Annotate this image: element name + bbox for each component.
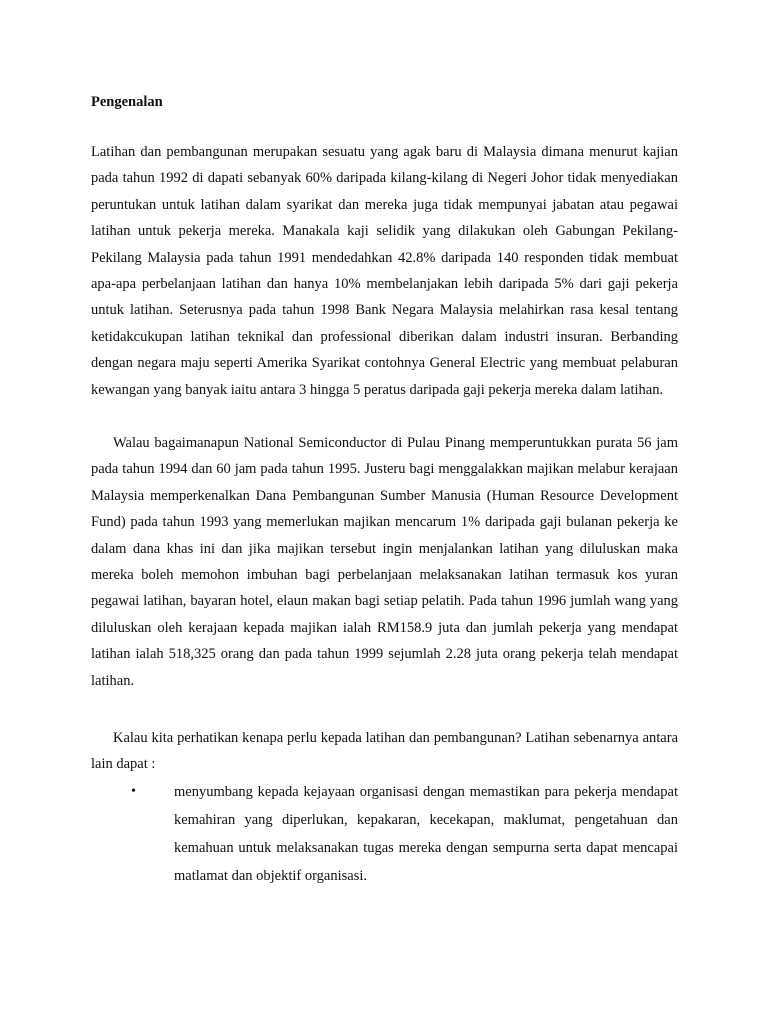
bullet-icon: • (131, 784, 136, 799)
paragraph-2: Walau bagaimanapun National Semiconductor di Pulau Pinang memperuntukkan purata 56 jam pada tahun 1994 dan 60 jam pada tahun 1995. Justeru bagi menggalakkan majikan melabur kerajaan Malaysia memperkenalkan Dana Pembangunan Sumber Manusia (Human Resource Development Fund) pada tahun 1993 yang memerlukan majikan mencarum 1% daripada gaji bulanan pekerja ke dalam dana khas ini dan jika majikan tersebut ingin menjalankan latihan yang diluluskan maka mereka boleh memohon imbuhan bagi perbelanjaan melaksanakan latihan termasuk kos yuran pegawai latihan, bayaran hotel, elaun makan bagi setiap pelatih. Pada tahun 1996 jumlah wang yang diluluskan oleh kerajaan kepada majikan ialah RM158.9 juta dan jumlah pekerja yang mendapat latihan ialah 518,325 orang dan pada tahun 1999 sejumlah 2.28 juta orang pekerja telah mendapat latihan. (91, 435, 678, 689)
paragraph-1: Latihan dan pembangunan merupakan sesuatu yang agak baru di Malaysia dimana menurut kajian pada tahun 1992 di dapati sebanyak 60% daripada kilang-kilang di Negeri Johor tidak menyediakan peruntukan untuk latihan dalam syarikat dan mereka juga tidak mempunyai jabatan atau pegawai latihan untuk pekerja mereka. Manakala kaji selidik yang dilakukan oleh Gabungan Pekilang-Pekilang Malaysia pada tahun 1991 mendedahkan 42.8% daripada 140 responden tidak membuat apa-apa perbelanjaan latihan dan hanya 10% membelanjakan lebih daripada 5% dari gaji pekerja untuk latihan. Seterusnya pada tahun 1998 Bank Negara Malaysia melahirkan rasa kesal tentang ketidakcukupan latihan teknikal dan professional diberikan dalam industri insuran. Berbanding dengan negara maju seperti Amerika Syarikat contohnya General Electric yang membuat pelaburan kewangan yang banyak iaitu antara 3 hingga 5 peratus daripada gaji pekerja mereka dalam latihan. (91, 144, 678, 398)
bullet-list (91, 778, 678, 890)
list-item (91, 778, 678, 890)
paragraph-3: Kalau kita perhatikan kenapa perlu kepada latihan dan pembangunan? Latihan sebenarnya antara lain dapat : (91, 730, 678, 773)
list-item-text: menyumbang kepada kejayaan organisasi dengan memastikan para pekerja mendapat kemahiran yang diperlukan, kepakaran, kecekapan, maklumat, pengetahuan dan kemahuan untuk melaksanakan tugas mereka dengan sempurna serta dapat mencapai matlamat dan objektif organisasi. (174, 784, 678, 884)
section-heading: Pengenalan (91, 94, 163, 110)
